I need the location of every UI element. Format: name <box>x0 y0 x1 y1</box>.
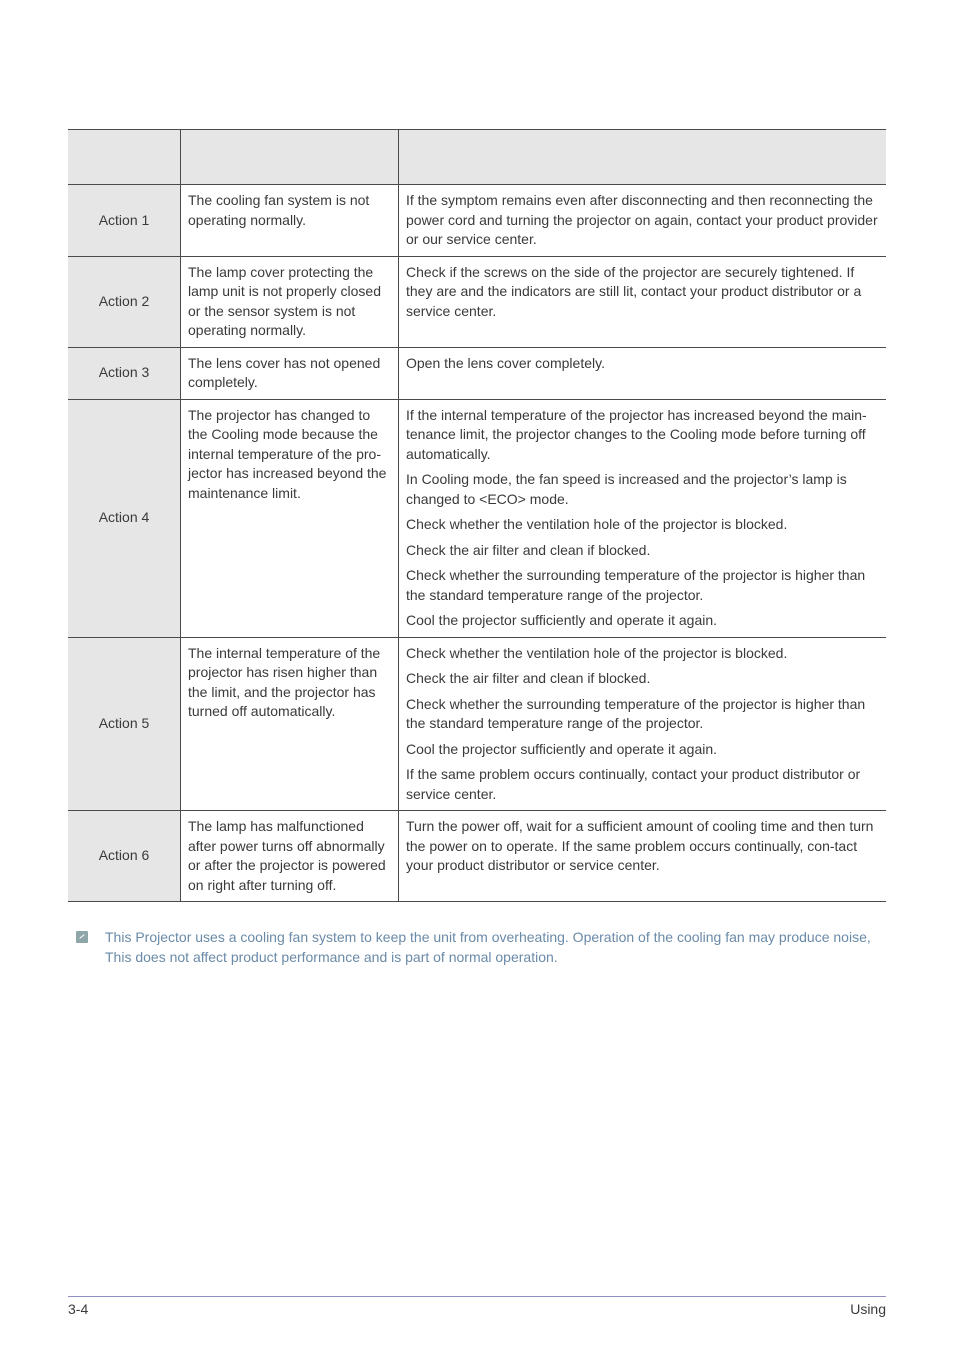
table-row <box>68 811 886 902</box>
table-row <box>68 637 886 811</box>
header-cell-action <box>68 130 181 185</box>
solution-cell <box>399 637 887 811</box>
cause-cell: The lamp has malfunctioned after power turns off abnormally or after the projector is powered on right after turning off. <box>181 811 399 902</box>
action-cell: Action 4 <box>68 399 181 637</box>
cause-cell: The internal temperature of the projector has risen higher than the limit, and the projector has turned off automatically. <box>181 637 399 811</box>
action-cell: Action 3 <box>68 347 181 399</box>
table-row <box>68 399 886 637</box>
page-number: 3-4 <box>68 1301 89 1317</box>
solution-text: Check whether the surrounding temperature of the projector is higher than the standard temperature range of the projector. <box>406 695 866 731</box>
solution-text: Check whether the ventilation hole of the projector is blocked. <box>406 516 788 532</box>
action-cell: Action 5 <box>68 637 181 811</box>
cause-cell: The cooling fan system is not operating normally. <box>181 185 399 257</box>
solution-cell <box>399 185 887 257</box>
solution-text: Cool the projector sufficiently and operate it again. <box>406 612 718 628</box>
note-icon <box>76 931 88 943</box>
footer-divider <box>68 1296 886 1297</box>
table-body <box>68 185 886 902</box>
action-cell: Action 6 <box>68 811 181 902</box>
solution-text: If the same problem occurs continually, contact your product distributor or service center. <box>406 766 861 802</box>
solution-cell <box>399 256 887 347</box>
cause-cell: The projector has changed to the Cooling mode because the internal temperature of the pro-jector has increased beyond the maintenance limit. <box>181 399 399 637</box>
solution-text: Check the air filter and clean if blocked. <box>406 541 651 558</box>
solution-text: In Cooling mode, the fan speed is increased and the projector’s lamp is changed to <ECO> mode. <box>406 471 847 507</box>
note-text: This Projector uses a cooling fan system to keep the unit from overheating. Operation of the cooling fan may produce noise, This does not affect product performance and is part of normal operation. <box>105 929 871 965</box>
header-cell-solution <box>399 130 887 185</box>
cause-cell: The lamp cover protecting the lamp unit is not properly closed or the sensor system is not operating normally. <box>181 256 399 347</box>
action-cell: Action 1 <box>68 185 181 257</box>
solution-cell <box>399 347 887 399</box>
solution-text: Check whether the ventilation hole of the projector is blocked. <box>406 644 788 661</box>
table-row <box>68 347 886 399</box>
header-cell-cause <box>181 130 399 185</box>
table-header-row <box>68 130 886 185</box>
table-row <box>68 185 886 257</box>
solution-text: If the symptom remains even after disconnecting and then reconnecting the power cord and turning the projector on again, contact your product provider or our service center. <box>406 192 878 247</box>
solution-text: Turn the power off, wait for a sufficient amount of cooling time and then turn the power on to operate. If the same problem occurs continually, con-tact your product distributor or service center. <box>406 818 874 873</box>
solution-text: Check whether the surrounding temperature of the projector is higher than the standard temperature range of the projector. <box>406 567 866 603</box>
action-cell: Action 2 <box>68 256 181 347</box>
solution-text: Check the air filter and clean if blocked. <box>406 670 651 686</box>
solution-cell <box>399 399 887 637</box>
solution-text: Cool the projector sufficiently and operate it again. <box>406 740 718 757</box>
troubleshooting-table <box>68 129 886 902</box>
solution-text: Open the lens cover completely. <box>406 354 605 371</box>
cause-cell: The lens cover has not opened completely. <box>181 347 399 399</box>
solution-cell <box>399 811 887 902</box>
solution-text: Check if the screws on the side of the projector are securely tightened. If they are and the indicators are still lit, contact your product distributor or a service center. <box>406 263 862 319</box>
solution-text: If the internal temperature of the projector has increased beyond the main-tenance limit, the projector changes to the Cooling mode before turning off automatically. <box>406 406 867 462</box>
section-name: Using <box>850 1301 886 1317</box>
table-row <box>68 256 886 347</box>
